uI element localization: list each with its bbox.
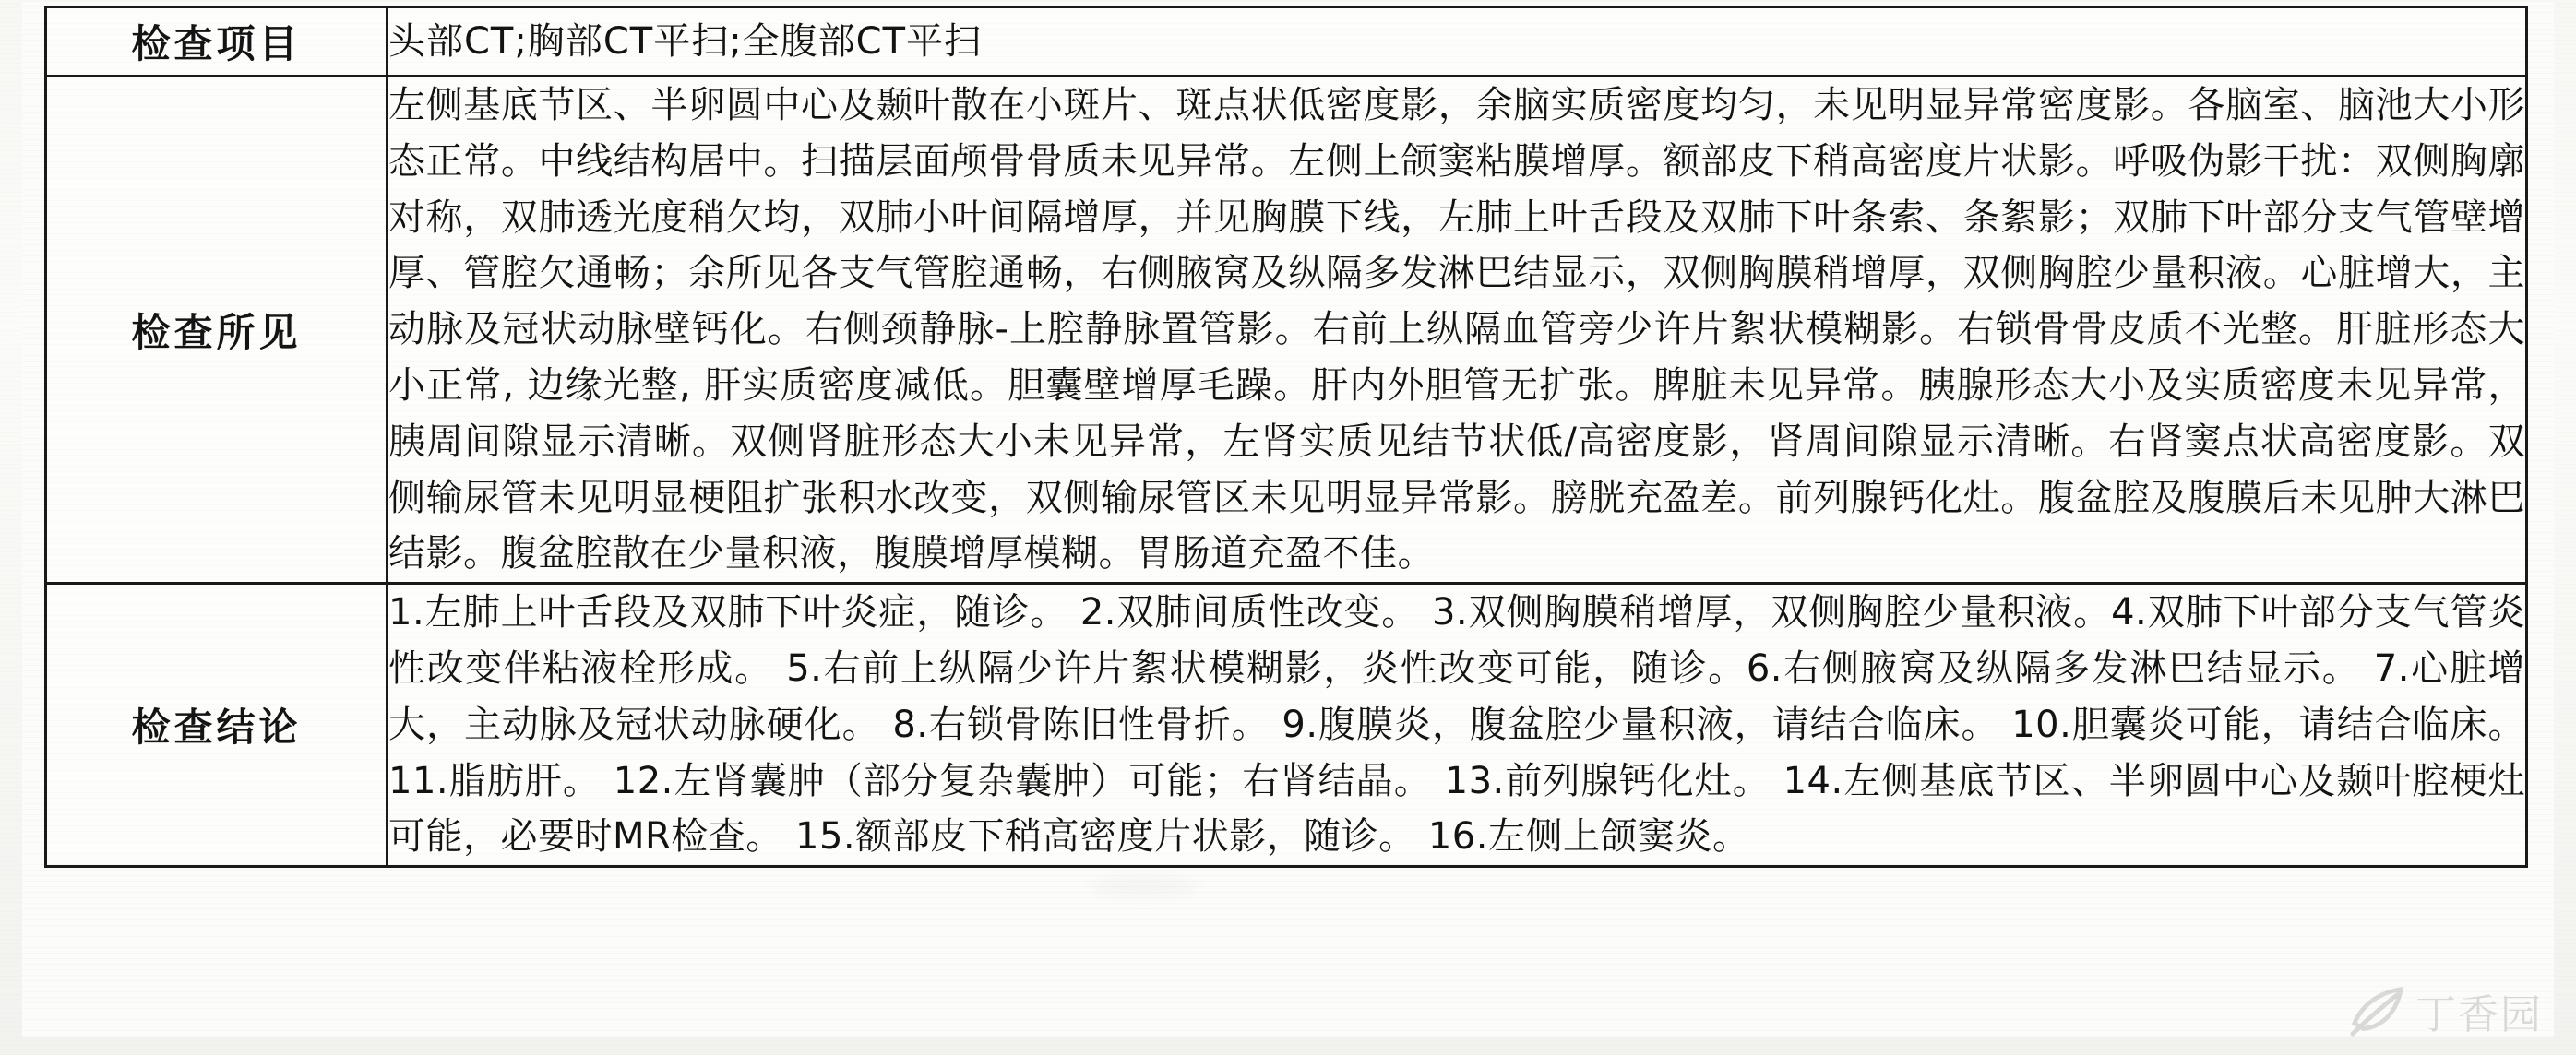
table-row-exam-items bbox=[46, 7, 2527, 77]
conclusion-text: 1.左肺上叶舌段及双肺下叶炎症，随诊。 2.双肺间质性改变。 3.双侧胸膜稍增厚，双侧胸腔少量积液。4.双肺下叶部分支气管炎性改变伴粘液栓形成。 5.右前上纵隔少许片絮状模糊影，炎性改变可能，随诊。6.右侧腋窝及纵隔多发淋巴结显示。 7.心脏增大，主动脉及冠状动脉硬化。 8.右锁骨陈旧性骨折。 9.腹膜炎，腹盆腔少量积液，请结合临床。 10.胆囊炎可能，请结合临床。 11.脂肪肝。 12.左肾囊肿（部分复杂囊肿）可能；右肾结晶。 13.前列腺钙化灶。 14.左侧基底节区、半卵圆中心及颞叶腔梗灶可能，必要时MR检查。 15.额部皮下稍高密度片状影，随诊。 16.左侧上颌窦炎。 bbox=[388, 591, 2525, 859]
row-label-exam-items: 检查项目 bbox=[46, 7, 388, 77]
table-row-conclusion bbox=[46, 584, 2527, 867]
row-label-conclusion: 检查结论 bbox=[46, 584, 388, 867]
row-label-findings: 检查所见 bbox=[46, 77, 388, 584]
row-value-exam-items bbox=[388, 7, 2527, 77]
exam-items-text: 头部CT;胸部CT平扫;全腹部CT平扫 bbox=[388, 20, 983, 63]
examination-report-table bbox=[44, 6, 2528, 868]
watermark-text: 丁香园 bbox=[2415, 991, 2543, 1038]
findings-text: 左侧基底节区、半卵圆中心及颞叶散在小斑片、斑点状低密度影，余脑实质密度均匀，未见明显异常密度影。各脑室、脑池大小形态正常。中线结构居中。扫描层面颅骨骨质未见异常。左侧上颌窦粘膜增厚。额部皮下稍高密度片状影。呼吸伪影干扰：双侧胸廓对称，双肺透光度稍欠均，双肺小叶间隔增厚，并见胸膜下线，左肺上叶舌段及双肺下叶条索、条絮影；双肺下叶部分支气管壁增厚、管腔欠通畅；余所见各支气管腔通畅，右侧腋窝及纵隔多发淋巴结显示，双侧胸膜稍增厚，双侧胸腔少量积液。心脏增大，主动脉及冠状动脉壁钙化。右侧颈静脉-上腔静脉置管影。右前上纵隔血管旁少许片絮状模糊影。右锁骨骨皮质不光整。肝脏形态大小正常, 边缘光整, 肝实质密度减低。胆囊壁增厚毛躁。肝内外胆管无扩张。脾脏未见异常。胰腺形态大小及实质密度未见异常，胰周间隙显示清晰。双侧肾脏形态大小未见异常，左肾实质见结节状低/高密度影，肾周间隙显示清晰。右肾窦点状高密度影。双侧输尿管未见明显梗阻扩张积水改变，双侧输尿管区未见明显异常影。膀胱充盈差。前列腺钙化灶。腹盆腔及腹膜后未见肿大淋巴结影。腹盆腔散在少量积液，腹膜增厚模糊。胃肠道充盈不佳。 bbox=[388, 84, 2525, 575]
table-row-findings bbox=[46, 77, 2527, 584]
row-value-conclusion bbox=[388, 584, 2527, 867]
row-value-findings bbox=[388, 77, 2527, 584]
